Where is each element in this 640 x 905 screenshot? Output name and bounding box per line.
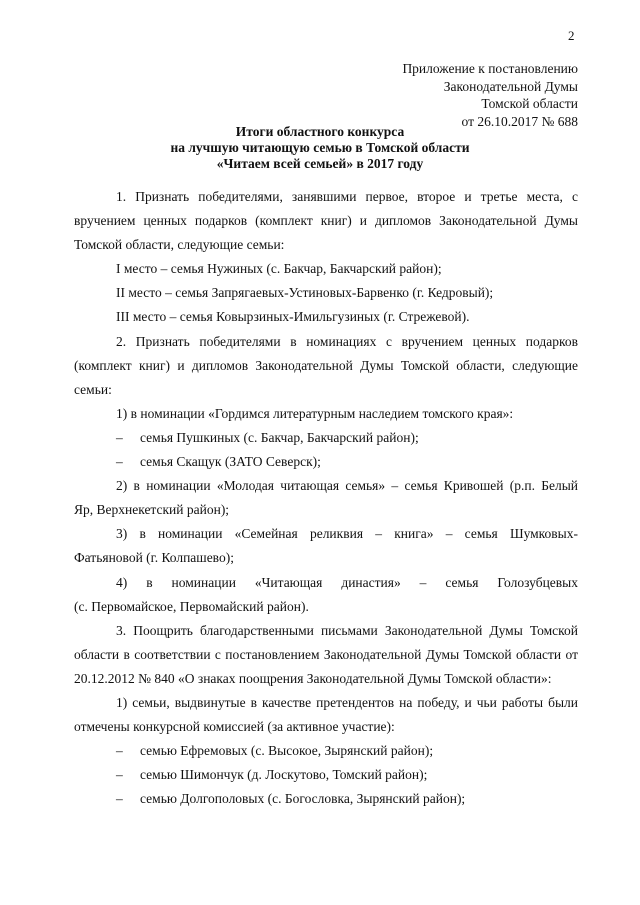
nomination-3-line-2: Фатьяновой (г. Колпашево); [74, 550, 234, 566]
subitem-1-family [74, 739, 578, 763]
dash-bullet: – [116, 429, 123, 445]
nomination-1: 1) в номинации «Гордимся литературным наследием томского края»: [116, 405, 514, 421]
nomination-4-line-2: (с. Первомайское, Первомайский район). [74, 598, 309, 614]
paragraph-3: 3. Поощрить благодарственными письмами Законодательной Думы Томской области в соответствии с постановлением Законодательной Думы Томской области от 20.12.2012 № 840 «О знаках поощрения Законодательной Думы Томской области»: [74, 622, 578, 686]
dash-bullet: – [116, 767, 123, 783]
nomination-1-item [74, 450, 578, 474]
dash-bullet: – [116, 791, 123, 807]
third-place: III место – семья Ковырзиных-Имильгузиных (г. Стрежевой). [116, 309, 470, 325]
title-line: Итоги областного конкурса [235, 124, 405, 139]
dash-bullet: – [116, 454, 123, 470]
attachment-line: Законодательной Думы [443, 78, 578, 94]
title-line: на лучшую читающую семью в Томской области [170, 140, 470, 155]
document-title [0, 124, 640, 172]
dash-bullet: – [116, 743, 123, 759]
item-text: семью Долгополовых (с. Богословка, Зырянский район); [140, 791, 466, 807]
nomination-2-line-1: 2) в номинации «Молодая читающая семья» – семья Кривошей (р.п. Белый [116, 478, 578, 494]
item-text: семья Пушкиных (с. Бакчар, Бакчарский район); [140, 429, 419, 445]
attachment-line: Томской области [481, 96, 578, 111]
subitem-1-family [74, 763, 578, 787]
nomination-1-item [74, 426, 578, 450]
item-text: семью Ефремовых (с. Высокое, Зырянский район); [140, 743, 434, 759]
page-number: 2 [568, 28, 575, 43]
item-text: семья Скащук (ЗАТО Северск); [140, 454, 321, 470]
nomination-3-line-1: 3) в номинации «Семейная реликвия – книга» – семья Шумковых- [116, 526, 578, 542]
second-place: II место – семья Запрягаевых-Устиновых-Барвенко (г. Кедровый); [116, 285, 494, 301]
paragraph-2: 2. Признать победителями в номинациях с вручением ценных подарков (комплект книг) и дипломов Законодательной Думы Томской области, следующие семьи: [74, 333, 578, 397]
attachment-line: Приложение к постановлению [402, 61, 578, 76]
subitem-1: 1) семьи, выдвинутые в качестве претендентов на победу, и чьи работы были отмечены конкурсной комиссией (за активное участие): [74, 694, 578, 735]
nomination-4-line-1: 4) в номинации «Читающая династия» – семья Голозубцевых [116, 574, 578, 590]
nomination-2-line-2: Яр, Верхнекетский район); [74, 502, 230, 518]
title-line: «Читаем всей семьей» в 2017 году [216, 156, 424, 171]
document-body [74, 185, 578, 811]
paragraph-1: 1. Признать победителями, занявшими первое, второе и третье места, с вручением ценных подарков (комплект книг) и дипломов Законодательной Думы Томской области, следующие семьи: [74, 189, 578, 253]
attachment-header [402, 60, 578, 130]
attachment-line: от 26.10.2017 № 688 [461, 113, 578, 129]
item-text: семью Шимончук (д. Лоскутово, Томский район); [140, 767, 428, 783]
subitem-1-family [74, 787, 578, 811]
first-place: I место – семья Нужиных (с. Бакчар, Бакчарский район); [116, 261, 442, 277]
